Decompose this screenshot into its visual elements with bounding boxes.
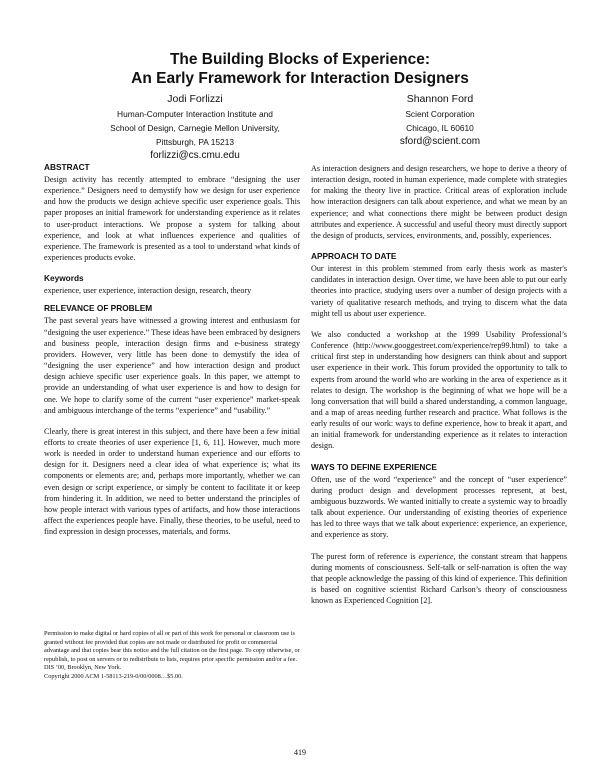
keywords-text: experience, user experience, interaction design, research, theory — [44, 286, 252, 296]
ways-paragraph-2 — [311, 551, 567, 607]
author-email: forlizzi@cs.cmu.edu — [150, 150, 240, 161]
abstract-heading: ABSTRACT — [44, 162, 90, 172]
permission-notice: Permission to make digital or hard copies of all or part of this work for personal or classroom use is granted without fee provided that copies are not made or distributed for profit or commercial advantage and that copies bear this notice and the full citation on the first page. To copy otherwise, or republish, to post on servers or to redistribute to lists, requires prior specific permission and/or a fee. — [44, 630, 300, 663]
keywords-heading: Keywords — [44, 273, 84, 284]
author-city: Pittsburgh, PA 15213 — [155, 137, 235, 147]
author-name: Jodi Forlizzi — [167, 93, 223, 105]
author-block-2 — [340, 92, 540, 149]
relevance-paragraph-2: Clearly, there is great interest in this subject, and there have been a few initial efforts to create theories of user experience [1, 6, 11]. However, much more work is needed in order to understand human experience and our efforts to design for it. Designers need a clear idea of what experience is; what its components or elements are; and, perhaps more importantly, whether we can even design or script experience, or simply be content to facilitate it or keep from hindering it. In addition, we need to better understand the principles of how people interact with various types of artifacts, and how those interactions affect the experiences people have. Finally, these theories, to be useful, need to find expression in design processes, materials, and forms. — [44, 426, 300, 537]
title-line-1: The Building Blocks of Experience: — [169, 51, 431, 68]
copyright-footnote — [44, 630, 300, 682]
approach-paragraph-2: We also conducted a workshop at the 1999 Usability Professional’s Conference (http://www.googgestreet.com/experience/rep99.html) to take a critical first step in understanding how designers can think about and support user experience in their work. This forum provided the opportunity to talk to experts from around the world who are working in the area of experience as it relates to design. The workshop is the beginning of what we hope will be a long conversation that will build a shared understanding, a common language, and a map of areas needing further research and practice. What follows is the early results of our work: ways to define experience, how to break it apart, and an initial framework for understanding experience as it relates to interaction design. — [311, 329, 567, 451]
author-affiliation: School of Design, Carnegie Mellon University, — [110, 123, 280, 133]
ways-p2-rest: , the constant stream that happens during moments of consciousness. Self-talk or self-narration is often the way that people acknowledge the passing of this kind of experience. This definition is based on cognitive scientist Richard Carlson’s theory of consciousness known as Experienced Cognition [2]. — [311, 551, 567, 606]
author-affiliation: Human-Computer Interaction Institute and — [117, 109, 273, 119]
right-column — [311, 163, 567, 606]
author-block-1 — [44, 92, 346, 163]
title-line-2: An Early Framework for Interaction Designers — [131, 70, 469, 87]
left-column — [44, 162, 300, 537]
author-city: Chicago, IL 60610 — [406, 123, 474, 133]
author-affiliation: Scient Corporation — [405, 109, 475, 119]
author-name: Shannon Ford — [406, 93, 474, 105]
relevance-heading: RELEVANCE OF PROBLEM — [44, 303, 153, 314]
approach-heading: APPROACH TO DATE — [311, 251, 397, 262]
conference-line: DIS ’00, Brooklyn, New York. — [44, 664, 122, 672]
author-email: sford@scient.com — [399, 136, 481, 147]
copyright-line: Copyright 2000 ACM 1-58113-219-0/00/0008…$5.00. — [44, 672, 183, 680]
approach-paragraph-1: Our interest in this problem stemmed from early thesis work as master's candidates in interaction design. Over time, we have been able to put our early theories into practice, studying users over a number of design projects with a variety of qualitative research methods, and trying to discern what the data might tell us about user experience. — [311, 264, 567, 318]
intro-paragraph: As interaction designers and design researchers, we hope to derive a theory of interaction design, rooted in human experience, made complete with strategies for making the theory live in practice. Critical areas of exploration include how interaction designers can talk about experience, and what we mean by an experience; and what connections there might be between product design attributes and experience. A successful and useful theory must directly support the design of products, services, environments, and, possibly, experiences. — [311, 164, 567, 240]
paper-title — [0, 50, 600, 88]
abstract-text: Design activity has recently attempted to embrace “designing the user experience.” Designers need to demystify how we design for user experience and how the products we design achieve specific user experience goals. This paper proposes an initial framework for understanding experience as it relates to user-product interactions. We propose a system for talking about experience, and look at what influences experience and qualities of experience. The framework is presented as a tool to understand what kinds of experiences products evoke. — [44, 175, 300, 263]
page-number: 419 — [294, 748, 306, 757]
ways-p2-lead: The purest form of reference is — [311, 551, 419, 561]
ways-paragraph-1: Often, use of the word “experience” and the concept of “user experience” during product design and development processes represent, at best, ambiguous buzzwords. We wanted initially to create a systemic way to broadly talk about experience. Our understanding of existing theories of experience has led to three ways that we talk about experience: experience, an experience, and experience as story. — [311, 474, 567, 540]
ways-heading: WAYS TO DEFINE EXPERIENCE — [311, 461, 437, 472]
ways-p2-emphasis: experience — [418, 551, 454, 561]
relevance-paragraph-1: The past several years have witnessed a growing interest and enthusiasm for “designing the user experience.” These ideas have been embraced by designers and business people, interaction design firms and e-business strategy providers. However, very little has been done to demystify the idea of “designing the user experience” and how interaction design and product design achieve specific user experience goals. In this paper, we attempt to provide an understanding of what user experience is and how to design for one. We hope to clarify some of the current “user experience” market-speak and ambiguous interchange of the terms “experience” and “usability.” — [44, 316, 300, 415]
